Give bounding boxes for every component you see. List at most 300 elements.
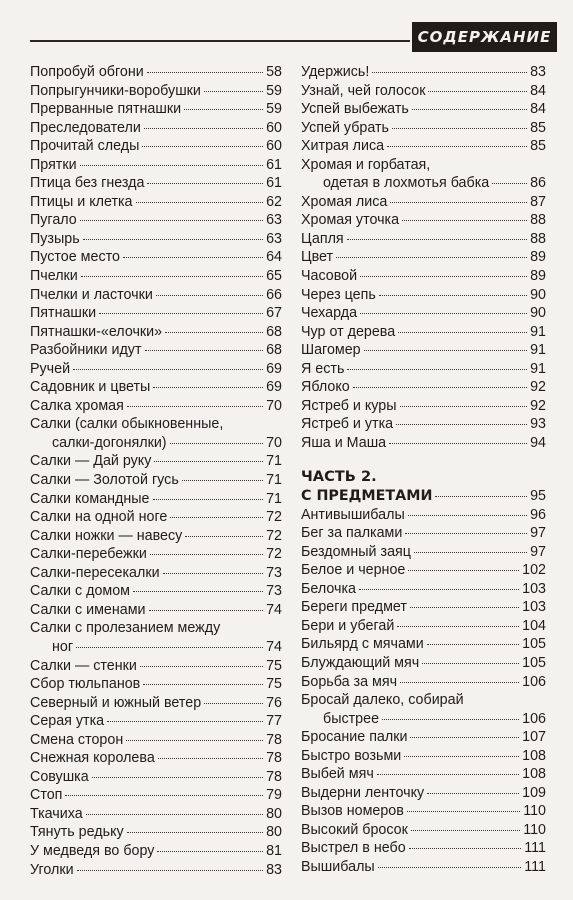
toc-entry[interactable] [301, 561, 546, 580]
toc-entry[interactable] [301, 858, 546, 877]
dot-leader [411, 830, 520, 831]
dot-leader [492, 183, 527, 184]
toc-entry-page: 85 [530, 119, 546, 136]
toc-entry-page: 61 [266, 175, 282, 192]
toc-entry[interactable] [301, 100, 546, 119]
toc-entry[interactable] [301, 119, 546, 138]
dot-leader [170, 443, 264, 444]
toc-entry[interactable] [30, 768, 282, 787]
dot-leader [157, 851, 263, 852]
toc-entry-title: Прерванные пятнашки [30, 101, 182, 118]
dot-leader [154, 461, 263, 462]
dot-leader [65, 795, 263, 796]
toc-entry[interactable] [301, 341, 546, 360]
toc-entry[interactable] [301, 784, 546, 803]
toc-entry-title: Салки с пролезанием между [30, 620, 221, 637]
toc-entry-page: 92 [530, 397, 546, 414]
dot-leader [409, 848, 522, 849]
toc-entry-page: 63 [266, 230, 282, 247]
dot-leader [149, 610, 264, 611]
toc-entry-title: Совушка [30, 768, 89, 785]
dot-leader [405, 533, 527, 534]
toc-entry[interactable] [30, 193, 282, 212]
dot-leader [185, 536, 263, 537]
dot-leader [398, 332, 527, 333]
toc-entry-page: 88 [530, 230, 546, 247]
toc-entry-title: Салки с именами [30, 601, 146, 618]
toc-left-column [30, 63, 282, 879]
toc-entry-title: Блуждающий мяч [301, 654, 420, 671]
toc-entry-title: Салка хромая [30, 397, 124, 414]
toc-entry-title: Тянуть редьку [30, 824, 124, 841]
toc-entry-page: 103 [522, 580, 546, 597]
toc-entry-page: 87 [530, 193, 546, 210]
dot-leader [400, 406, 528, 407]
toc-entry[interactable] [301, 747, 546, 766]
toc-entry-page: 90 [530, 286, 546, 303]
toc-entry-page: 62 [266, 193, 282, 210]
toc-entry[interactable] [30, 731, 282, 750]
toc-entry-page: 73 [266, 583, 282, 600]
toc-entry-line1[interactable] [30, 415, 282, 434]
toc-entry-page: 106 [522, 710, 546, 727]
toc-entry[interactable] [30, 861, 282, 880]
toc-entry[interactable] [30, 675, 282, 694]
toc-entry[interactable] [301, 248, 546, 267]
dot-leader [396, 424, 527, 425]
dot-leader [99, 313, 263, 314]
toc-entry-page: 84 [530, 101, 546, 118]
toc-entry-page: 97 [530, 543, 546, 560]
dot-leader [360, 313, 527, 314]
toc-entry[interactable] [301, 617, 546, 636]
toc-entry-page: 65 [266, 268, 282, 285]
toc-entry-title: Высокий бросок [301, 821, 408, 838]
toc-entry[interactable] [301, 635, 546, 654]
dot-leader [153, 387, 263, 388]
toc-entry[interactable] [30, 545, 282, 564]
toc-entry[interactable] [30, 323, 282, 342]
toc-entry-page: 79 [266, 787, 282, 804]
dot-leader [107, 721, 263, 722]
toc-entry-page: 76 [266, 694, 282, 711]
toc-entry-title: Сбор тюльпанов [30, 676, 141, 693]
toc-entry-title: Пузырь [30, 230, 80, 247]
dot-leader [156, 295, 263, 296]
toc-entry[interactable] [30, 378, 282, 397]
toc-entry-title: Быстро возьми [301, 747, 402, 764]
toc-entry[interactable] [30, 397, 282, 416]
toc-entry-title: Вышибалы [301, 858, 375, 875]
toc-entry-title: Хромая и горбатая, [301, 156, 431, 173]
dot-leader [404, 756, 519, 757]
toc-entry[interactable] [30, 749, 282, 768]
dot-leader [347, 369, 527, 370]
toc-entry[interactable] [301, 821, 546, 840]
toc-entry-title: Бильярд с мячами [301, 636, 424, 653]
toc-entry-page: 91 [530, 323, 546, 340]
toc-entry-page: 64 [266, 249, 282, 266]
toc-entry[interactable] [301, 728, 546, 747]
toc-entry[interactable] [30, 601, 282, 620]
toc-entry-title: Серая утка [30, 713, 105, 730]
dot-leader [140, 666, 263, 667]
toc-right-column [301, 63, 546, 877]
dot-leader [133, 591, 263, 592]
toc-entry[interactable] [30, 230, 282, 249]
toc-entry-page: 58 [266, 64, 282, 80]
toc-entry[interactable] [30, 527, 282, 546]
toc-entry-page: 103 [522, 599, 546, 616]
dot-leader [428, 91, 527, 92]
section-page: 95 [530, 488, 546, 505]
dot-leader [359, 589, 519, 590]
toc-entry[interactable] [301, 230, 546, 249]
section-title: ЧАСТЬ 2. [301, 468, 377, 486]
dot-leader [184, 109, 263, 110]
dot-leader [92, 777, 263, 778]
dot-leader [80, 165, 263, 166]
toc-entry[interactable] [301, 82, 546, 101]
toc-entry-title: Птицы и клетка [30, 193, 133, 210]
toc-entry-title: Часовой [301, 268, 358, 285]
toc-entry-page: 72 [266, 527, 282, 544]
toc-entry[interactable] [30, 471, 282, 490]
toc-entry[interactable] [301, 580, 546, 599]
toc-entry-page: 60 [266, 138, 282, 155]
toc-entry-title: Салки ножки — навесу [30, 527, 183, 544]
toc-entry[interactable] [30, 805, 282, 824]
toc-entry-page: 84 [530, 82, 546, 99]
toc-entry[interactable] [30, 341, 282, 360]
dot-leader [163, 573, 264, 574]
toc-entry[interactable] [30, 712, 282, 731]
dot-leader [360, 276, 527, 277]
toc-entry[interactable] [301, 415, 546, 434]
toc-entry[interactable] [30, 360, 282, 379]
toc-entry-title: Белое и черное [301, 562, 406, 579]
toc-entry-page: 89 [530, 268, 546, 285]
toc-entry-title: Удержись! [301, 64, 370, 80]
toc-entry-title: Хромая уточка [301, 212, 400, 229]
toc-entry-line2[interactable] [301, 174, 546, 193]
toc-entry[interactable] [30, 304, 282, 323]
toc-entry-page: 70 [266, 434, 282, 451]
toc-entry-page: 60 [266, 119, 282, 136]
toc-entry-title: Попрыгунчики-воробушки [30, 82, 201, 99]
toc-entry-title: Успей выбежать [301, 101, 409, 118]
dot-leader [143, 684, 263, 685]
toc-entry[interactable] [30, 100, 282, 119]
toc-entry[interactable] [301, 673, 546, 692]
toc-entry[interactable] [30, 490, 282, 509]
toc-entry-line2[interactable] [301, 710, 546, 729]
toc-entry-title: Салки (салки обыкновенные, [30, 416, 224, 433]
dot-leader [407, 811, 520, 812]
toc-entry[interactable] [301, 654, 546, 673]
dot-leader [145, 350, 264, 351]
toc-entry-page: 69 [266, 360, 282, 377]
dot-leader [410, 737, 519, 738]
dot-leader [414, 552, 527, 553]
section-subtitle: С ПРЕДМЕТАМИ [301, 488, 433, 505]
toc-entry-title: Попробуй обгони [30, 64, 144, 80]
toc-entry[interactable] [301, 397, 546, 416]
dot-leader [76, 647, 263, 648]
toc-entry-page: 91 [530, 360, 546, 377]
toc-entry-page: 61 [266, 156, 282, 173]
dot-leader [392, 128, 527, 129]
dot-leader [147, 72, 263, 73]
dot-leader [387, 146, 527, 147]
toc-entry[interactable] [301, 193, 546, 212]
toc-entry[interactable] [301, 360, 546, 379]
toc-entry-title: Бросание палки [301, 729, 408, 746]
toc-entry-title: Я есть [301, 360, 345, 377]
toc-entry-title: Ручей [30, 360, 71, 377]
toc-entry-title: Чехарда [301, 305, 358, 322]
toc-entry-page: 105 [522, 654, 546, 671]
toc-entry-page: 86 [530, 175, 546, 192]
toc-entry-page: 102 [522, 562, 546, 579]
toc-entry[interactable] [301, 524, 546, 543]
section-gap [301, 452, 546, 468]
toc-entry[interactable] [30, 452, 282, 471]
toc-entry-title: Салки — Дай руку [30, 453, 152, 470]
toc-entry-page: 105 [522, 636, 546, 653]
dot-leader [144, 128, 263, 129]
toc-entry-title: Пчелки [30, 268, 78, 285]
toc-entry-page: 107 [522, 729, 546, 746]
toc-entry[interactable] [30, 174, 282, 193]
toc-entry-page: 74 [266, 601, 282, 618]
dot-leader [127, 832, 263, 833]
toc-entry[interactable] [301, 765, 546, 784]
toc-entry-title: Шагомер [301, 342, 361, 359]
toc-entry[interactable] [301, 543, 546, 562]
toc-entry-title: Северный и южный ветер [30, 694, 202, 711]
toc-entry-page: 75 [266, 676, 282, 693]
toc-entry-title: Ястреб и куры [301, 397, 397, 414]
dot-leader [142, 146, 263, 147]
dot-leader [83, 239, 263, 240]
toc-entry-page: 91 [530, 342, 546, 359]
toc-entry[interactable] [30, 267, 282, 286]
dot-leader [408, 570, 519, 571]
toc-entry-page: 81 [266, 842, 282, 859]
toc-entry-page: 83 [266, 861, 282, 878]
toc-entry[interactable] [30, 156, 282, 175]
toc-entry-page: 71 [266, 453, 282, 470]
dot-leader [379, 295, 527, 296]
toc-entry-title: Белочка [301, 580, 356, 597]
toc-entry-page: 111 [524, 840, 546, 857]
toc-entry-title: Яша и Маша [301, 434, 387, 451]
toc-entry-title: Вызов номеров [301, 803, 404, 820]
dot-leader [377, 774, 519, 775]
toc-entry-page: 90 [530, 305, 546, 322]
dot-leader [77, 870, 264, 871]
toc-entry-page: 69 [266, 379, 282, 396]
toc-entry-title: Пустое место [30, 249, 120, 266]
toc-entry-page: 74 [266, 638, 282, 655]
toc-entry-page: 78 [266, 750, 282, 767]
dot-leader [422, 663, 519, 664]
toc-right-bottom [301, 506, 546, 877]
toc-entry[interactable] [30, 63, 282, 82]
toc-entry-title: Ястреб и утка [301, 416, 394, 433]
dot-leader [123, 257, 263, 258]
toc-entry-page: 68 [266, 323, 282, 340]
header-rule [30, 40, 410, 42]
toc-entry[interactable] [301, 434, 546, 453]
toc-entry[interactable] [30, 564, 282, 583]
dot-leader [153, 499, 264, 500]
toc-entry-title: Выстрел в небо [301, 840, 406, 857]
dot-leader [378, 867, 522, 868]
toc-entry-title: Пчелки и ласточки [30, 286, 153, 303]
toc-entry-title-cont: одетая в лохмотья бабка [323, 175, 490, 192]
toc-entry-title: Салки-перебежки [30, 546, 147, 563]
toc-entry-title: Салки-пересекалки [30, 564, 160, 581]
toc-entry[interactable] [301, 598, 546, 617]
toc-entry[interactable] [30, 694, 282, 713]
toc-entry-title: Цапля [301, 230, 344, 247]
dot-leader [204, 703, 263, 704]
dot-leader [204, 91, 263, 92]
toc-entry-page: 92 [530, 379, 546, 396]
page-title: СОДЕРЖАНИЕ [412, 22, 557, 52]
toc-entry[interactable] [30, 211, 282, 230]
toc-entry[interactable] [30, 82, 282, 101]
toc-entry-title: Стоп [30, 787, 63, 804]
dot-leader [389, 443, 527, 444]
toc-entry[interactable] [301, 211, 546, 230]
toc-entry-title: Прятки [30, 156, 77, 173]
dot-leader [147, 183, 263, 184]
dot-leader [408, 515, 527, 516]
toc-entry[interactable] [301, 506, 546, 525]
toc-entry[interactable] [301, 137, 546, 156]
toc-entry-title-cont: ног [52, 638, 74, 655]
toc-entry[interactable] [30, 508, 282, 527]
toc-entry-title: Выбей мяч [301, 766, 374, 783]
dot-leader [390, 202, 527, 203]
toc-entry-page: 77 [266, 713, 282, 730]
toc-entry-title: Успей убрать [301, 119, 390, 136]
toc-entry-title: Разбойники идут [30, 342, 142, 359]
toc-entry[interactable] [30, 582, 282, 601]
toc-entry-line1[interactable] [30, 619, 282, 638]
toc-entry-page: 110 [523, 803, 546, 820]
toc-entry[interactable] [301, 378, 546, 397]
toc-entry-page: 97 [530, 525, 546, 542]
toc-entry-page: 75 [266, 657, 282, 674]
toc-entry-title-cont: салки-догонялки) [52, 434, 167, 451]
toc-entry-title: Бросай далеко, собирай [301, 692, 464, 709]
toc-entry[interactable] [301, 839, 546, 858]
toc-entry-page: 72 [266, 546, 282, 563]
toc-entry-page: 104 [522, 617, 546, 634]
toc-entry[interactable] [30, 119, 282, 138]
dot-leader [127, 406, 263, 407]
page-header [0, 0, 573, 56]
dot-leader [412, 109, 527, 110]
toc-entry[interactable] [301, 63, 546, 82]
toc-entry-line2[interactable] [30, 638, 282, 657]
toc-entry[interactable] [30, 248, 282, 267]
toc-entry[interactable] [30, 786, 282, 805]
dot-leader [410, 607, 519, 608]
toc-entry[interactable] [301, 304, 546, 323]
toc-entry-title: Чур от дерева [301, 323, 396, 340]
toc-entry[interactable] [301, 286, 546, 305]
toc-entry-page: 109 [522, 784, 546, 801]
dot-leader [81, 276, 263, 277]
toc-entry-title: Салки на одной ноге [30, 509, 168, 526]
toc-entry[interactable] [301, 802, 546, 821]
toc-entry[interactable] [30, 137, 282, 156]
toc-entry-title: Бег за палками [301, 525, 403, 542]
toc-entry-page: 83 [530, 64, 546, 80]
dot-leader [402, 220, 527, 221]
toc-entry-title: Через цепь [301, 286, 376, 303]
toc-entry-title: Преследователи [30, 119, 141, 136]
section-entry[interactable] [301, 487, 546, 506]
toc-entry-title: Салки — стенки [30, 657, 137, 674]
toc-entry-title: Цвет [301, 249, 334, 266]
dot-leader [397, 626, 519, 627]
toc-entry-page: 111 [524, 858, 546, 875]
toc-entry[interactable] [30, 286, 282, 305]
dot-leader [126, 740, 263, 741]
toc-entry-page: 108 [522, 747, 546, 764]
dot-leader [400, 682, 519, 683]
toc-entry-page: 94 [530, 434, 546, 451]
toc-entry-line2[interactable] [30, 434, 282, 453]
toc-entry[interactable] [30, 842, 282, 861]
toc-entry-title: Пятнашки-«елочки» [30, 323, 163, 340]
dot-leader [86, 814, 263, 815]
toc-entry-line1[interactable] [301, 156, 546, 175]
toc-entry-title: Узнай, чей голосок [301, 82, 426, 99]
toc-entry-page: 89 [530, 249, 546, 266]
toc-entry-title: У медведя во бору [30, 842, 155, 859]
toc-entry[interactable] [30, 823, 282, 842]
toc-entry-title: Салки командные [30, 490, 150, 507]
toc-entry-page: 70 [266, 397, 282, 414]
toc-entry-title: Снежная королева [30, 750, 155, 767]
toc-entry-page: 71 [266, 490, 282, 507]
dot-leader [435, 496, 527, 497]
dot-leader [150, 554, 263, 555]
toc-entry[interactable] [301, 267, 546, 286]
dot-leader [353, 387, 527, 388]
toc-entry-title: Пугало [30, 212, 77, 229]
toc-entry-page: 108 [522, 766, 546, 783]
dot-leader [382, 719, 519, 720]
toc-entry-page: 67 [266, 305, 282, 322]
toc-entry-page: 78 [266, 731, 282, 748]
toc-entry-line1[interactable] [301, 691, 546, 710]
dot-leader [170, 517, 263, 518]
toc-entry[interactable] [301, 323, 546, 342]
dot-leader [80, 220, 263, 221]
toc-entry-page: 59 [266, 101, 282, 118]
dot-leader [336, 257, 527, 258]
toc-entry-title: Пятнашки [30, 305, 97, 322]
toc-entry[interactable] [30, 657, 282, 676]
